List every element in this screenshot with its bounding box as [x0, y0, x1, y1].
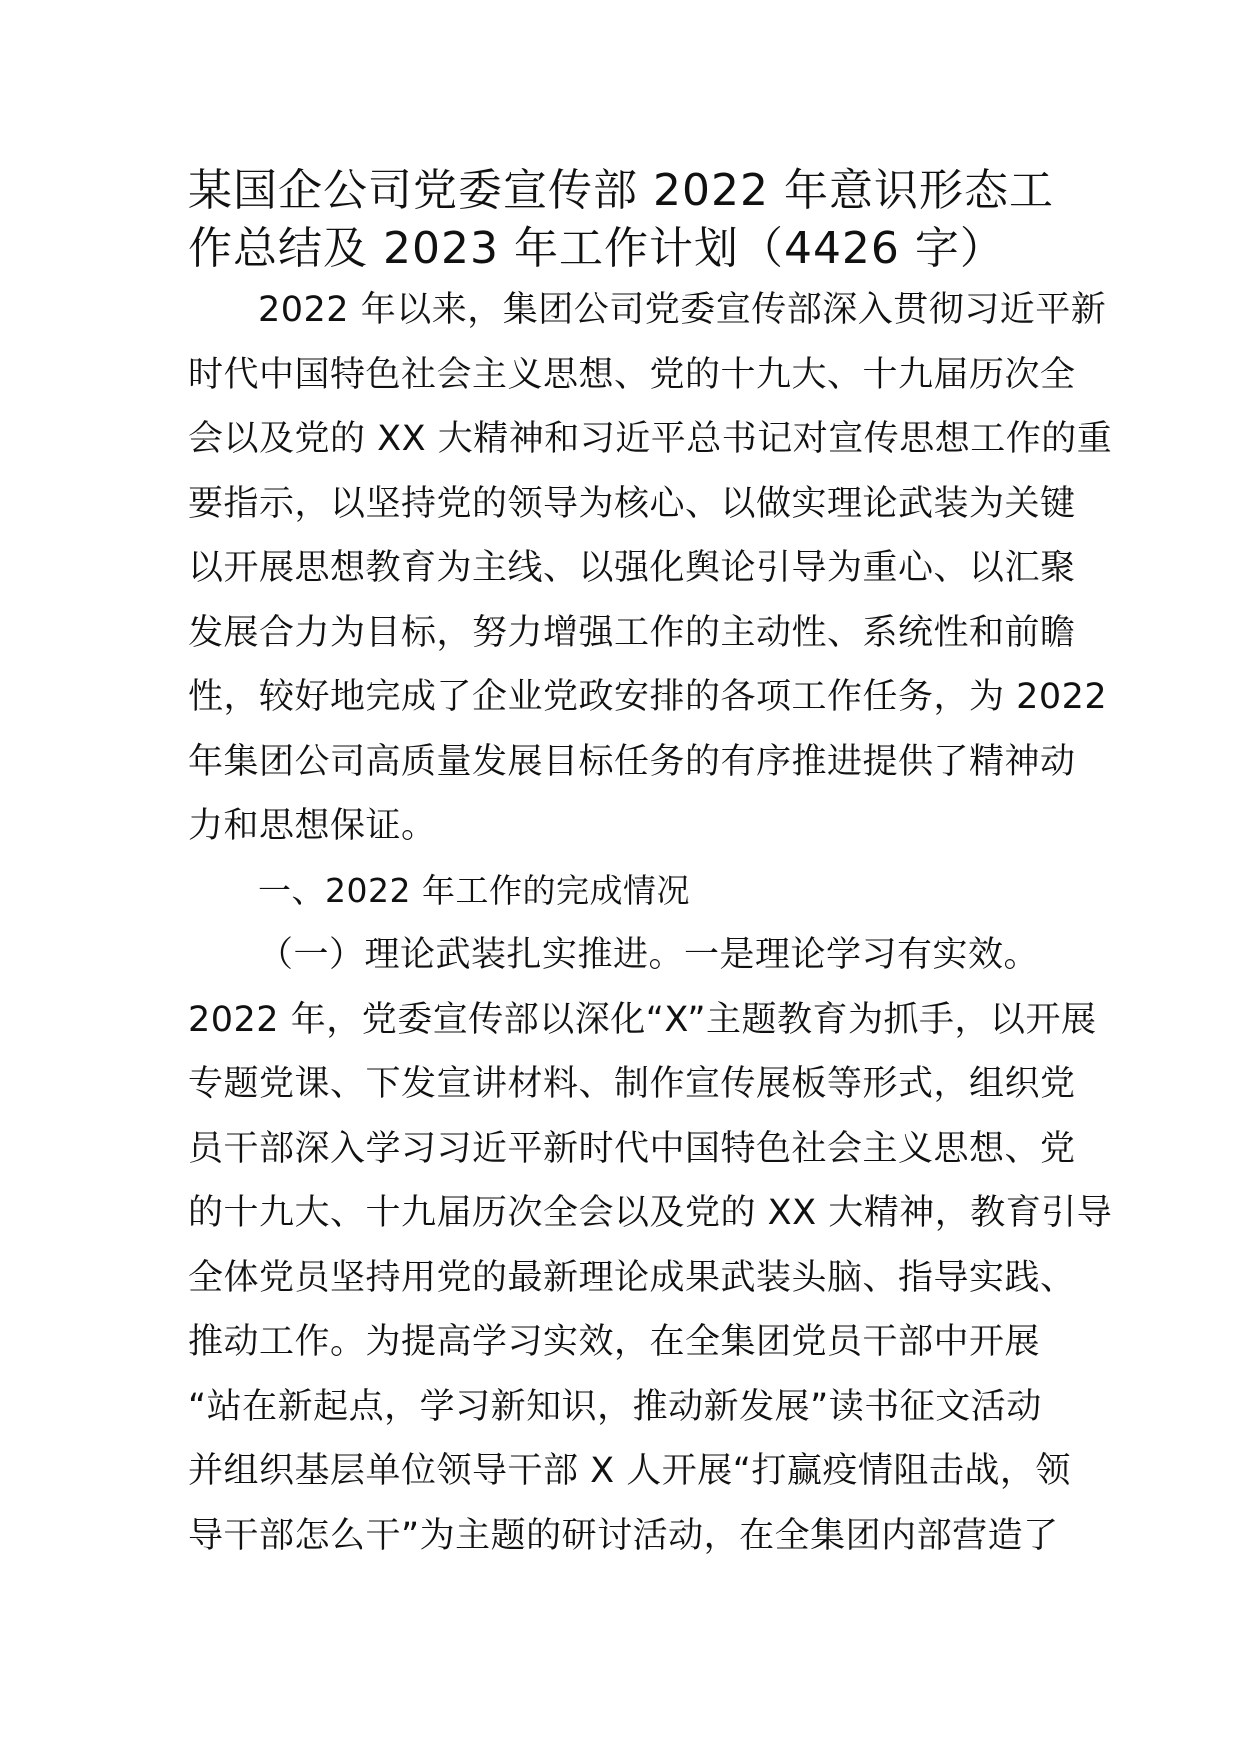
paragraph-line: 力和思想保证。 — [188, 806, 437, 846]
paragraph-line: 导干部怎么干”为主题的研讨活动，在全集团内部营造了 — [188, 1515, 1059, 1556]
paragraph-line: （一）理论武装扎实推进。一是理论学习有实效。 — [258, 935, 1040, 975]
section-heading-block — [188, 859, 1058, 924]
paragraph-line: 2022 年以来，集团公司党委宣传部深入贯彻习近平新 — [258, 290, 1107, 330]
document-page — [188, 162, 1113, 1568]
paragraph-line: 要指示，以坚持党的领导为核心、以做实理论武装为关键 — [188, 483, 1076, 524]
paragraph-line: “站在新起点，学习新知识，推动新发展”读书征文活动 — [188, 1386, 1042, 1427]
paragraph-line: 时代中国特色社会主义思想、党的十九大、十九届历次全 — [188, 354, 1076, 395]
paragraph-line: 员干部深入学习习近平新时代中国特色社会主义思想、党 — [188, 1128, 1076, 1169]
title-line: 作总结及 2023 年工作计划（4426 字） — [188, 223, 1005, 274]
intro-paragraph — [188, 278, 1113, 859]
section-paragraph — [188, 923, 1113, 1568]
paragraph-line: 的十九大、十九届历次全会以及党的 XX 大精神，教育引导 — [188, 1193, 1113, 1233]
paragraph-line: 会以及党的 XX 大精神和习近平总书记对宣传思想工作的重 — [188, 419, 1113, 459]
paragraph-line: 年集团公司高质量发展目标任务的有序推进提供了精神动 — [188, 741, 1076, 782]
paragraph-line: 专题党课、下发宣讲材料、制作宣传展板等形式，组织党 — [188, 1064, 1076, 1104]
paragraph-line: 发展合力为目标，努力增强工作的主动性、系统性和前瞻 — [188, 612, 1076, 653]
paragraph-line: 全体党员坚持用党的最新理论成果武装头脑、指导实践、 — [188, 1257, 1076, 1298]
paragraph-line: 推动工作。为提高学习实效，在全集团党员干部中开展 — [188, 1322, 1041, 1362]
paragraph-line: 性，较好地完成了企业党政安排的各项工作任务，为 2022 — [188, 677, 1108, 717]
section-heading: 一、2022 年工作的完成情况 — [258, 870, 690, 910]
title-line: 某国企公司党委宣传部 2022 年意识形态工 — [188, 165, 1054, 216]
document-title — [188, 162, 1058, 278]
paragraph-line: 并组织基层单位领导干部 X 人开展“打赢疫情阻击战，领 — [188, 1451, 1071, 1491]
paragraph-line: 2022 年，党委宣传部以深化“X”主题教育为抓手，以开展 — [188, 999, 1097, 1040]
paragraph-line: 以开展思想教育为主线、以强化舆论引导为重心、以汇聚 — [188, 548, 1076, 588]
